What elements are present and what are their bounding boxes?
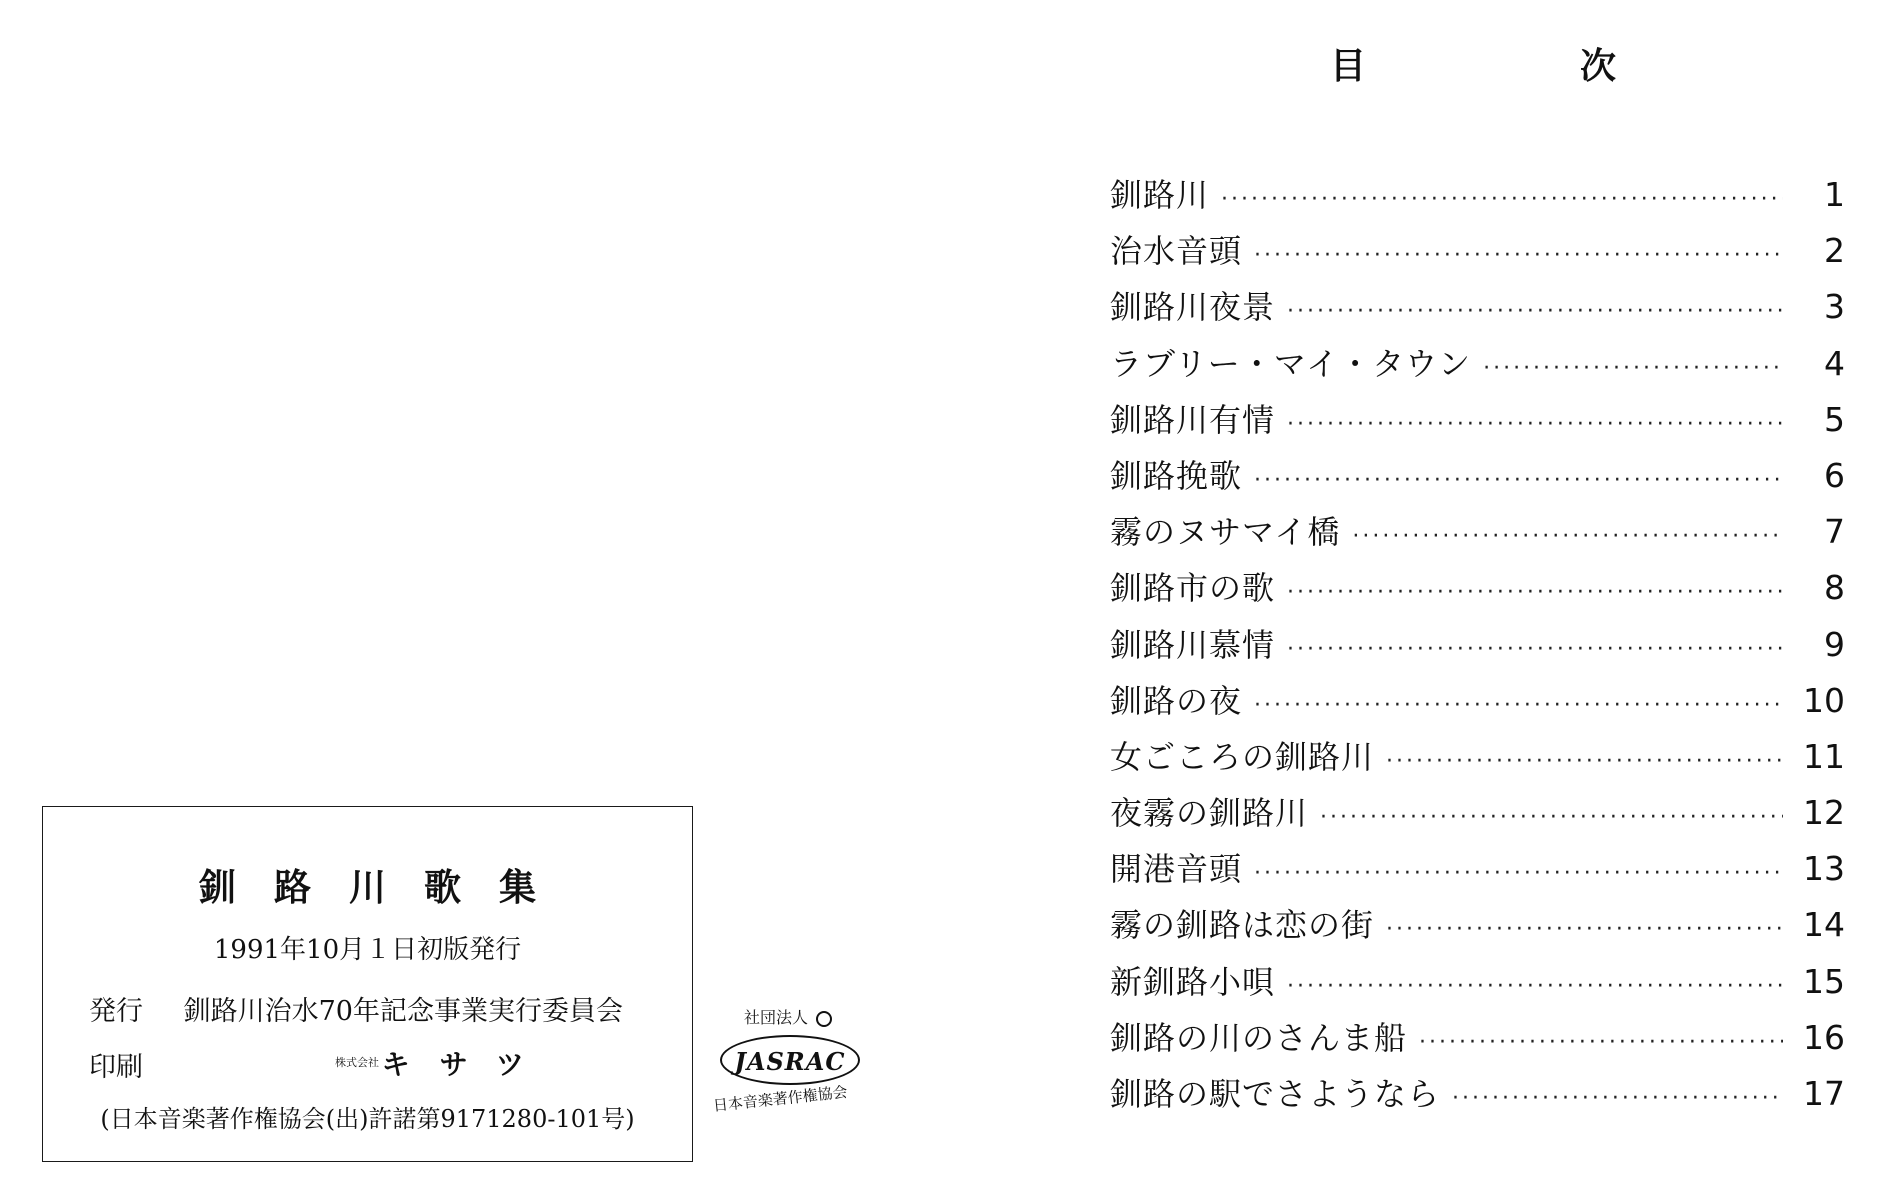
- publication-date: 1991年10月１日初版発行: [213, 935, 522, 965]
- toc-entry: [1110, 620, 1845, 676]
- toc-entry-title: 釧路の駅でさようなら: [1110, 1075, 1441, 1113]
- toc-entry: [1110, 900, 1845, 956]
- toc-leader-dots: [1320, 805, 1783, 830]
- colophon-title: 釧路川歌集: [199, 865, 574, 909]
- toc-entry-title: 霧のヌサマイ橋: [1110, 513, 1341, 552]
- printer-name: キサツ: [381, 1048, 554, 1081]
- toc-leader-dots: [1352, 524, 1783, 549]
- toc-entry: [1110, 170, 1845, 226]
- seal-logo-text: JASRAC: [734, 1047, 846, 1076]
- toc-leader-dots: [1452, 1086, 1783, 1111]
- seal-top-line: [744, 1005, 832, 1028]
- toc-entry-page: 8: [1824, 568, 1845, 608]
- toc-leader-dots: [1287, 580, 1783, 605]
- toc-entry-page: 5: [1824, 399, 1845, 439]
- toc-entry-title: 女ごころの釧路川: [1110, 737, 1375, 776]
- toc-entry-title: 釧路の川のさんま船: [1110, 1018, 1408, 1057]
- toc-entry-page: 1: [1824, 175, 1845, 214]
- publisher-label: 発行: [89, 996, 143, 1027]
- toc-entry: [1110, 788, 1845, 844]
- toc-list: [1110, 170, 1845, 1125]
- printer-info: [335, 1043, 554, 1083]
- toc-entry-title: 開港音頭: [1110, 850, 1243, 889]
- toc-entry: [1110, 1069, 1845, 1125]
- toc-entry: [1110, 844, 1845, 900]
- toc-entry: [1110, 1013, 1845, 1069]
- jasrac-seal: [708, 1005, 878, 1135]
- toc-entry: [1110, 957, 1845, 1013]
- toc-entry-title: 釧路川有情: [1110, 400, 1276, 439]
- seal-circle-icon: [816, 1011, 832, 1027]
- toc-entry-page: 2: [1824, 231, 1845, 271]
- toc-entry-title: ラブリー・マイ・タウン: [1110, 344, 1472, 383]
- toc-entry-page: 13: [1803, 849, 1845, 889]
- colophon-box: [42, 806, 693, 1162]
- toc-leader-dots: [1386, 917, 1783, 942]
- toc-leader-dots: [1483, 356, 1783, 381]
- toc-entry-page: 10: [1803, 680, 1845, 720]
- toc-entry-title: 釧路挽歌: [1110, 456, 1243, 495]
- toc-entry: [1110, 507, 1845, 563]
- toc-entry-title: 釧路の夜: [1110, 681, 1243, 720]
- toc-entry: [1110, 676, 1845, 732]
- toc-leader-dots: [1254, 693, 1783, 718]
- toc-leader-dots: [1419, 1030, 1783, 1055]
- toc-entry-title: 新釧路小唄: [1110, 962, 1276, 1001]
- toc-entry-title: 釧路川慕情: [1110, 625, 1276, 664]
- toc-leader-dots: [1287, 974, 1783, 999]
- toc-entry-page: 12: [1803, 793, 1845, 833]
- toc-entry: [1110, 395, 1845, 451]
- seal-top-text: 社団法人: [744, 1008, 809, 1027]
- toc-entry-title: 霧の釧路は恋の街: [1110, 906, 1375, 945]
- publisher-name: 釧路川治水70年記念事業実行委員会: [183, 996, 623, 1027]
- toc-entry-page: 7: [1824, 512, 1845, 552]
- toc-entry-title: 釧路川: [1110, 176, 1210, 214]
- toc-entry: [1110, 339, 1845, 395]
- toc-entry: [1110, 563, 1845, 619]
- toc-entry-page: 16: [1803, 1017, 1845, 1057]
- toc-entry: [1110, 732, 1845, 788]
- toc-entry-page: 14: [1803, 905, 1845, 945]
- toc-entry: [1110, 451, 1845, 507]
- toc-leader-dots: [1386, 749, 1783, 774]
- toc-entry: [1110, 282, 1845, 338]
- toc-entry-page: 15: [1803, 961, 1845, 1001]
- toc-entry-page: 17: [1803, 1074, 1845, 1113]
- toc-entry: [1110, 226, 1845, 282]
- toc-leader-dots: [1287, 299, 1783, 324]
- permit-notice: (日本音楽著作権協会(出)許諾第9171280-101号): [100, 1105, 635, 1133]
- printer-row: [89, 1045, 554, 1084]
- publisher-row: [89, 989, 623, 1028]
- toc-leader-dots: [1221, 187, 1783, 212]
- toc-leader-dots: [1254, 243, 1783, 268]
- toc-entry-page: 11: [1803, 736, 1845, 776]
- seal-bottom-text: 日本音楽著作権協会: [712, 1082, 849, 1115]
- toc-entry-title: 夜霧の釧路川: [1110, 794, 1309, 833]
- toc-entry-title: 釧路市の歌: [1110, 569, 1276, 608]
- toc-leader-dots: [1254, 468, 1783, 493]
- toc-leader-dots: [1254, 861, 1783, 886]
- toc-entry-title: 治水音頭: [1110, 232, 1243, 271]
- toc-entry-page: 4: [1824, 343, 1845, 383]
- printer-prefix: 株式会社: [335, 1056, 379, 1069]
- toc-entry-page: 9: [1824, 624, 1845, 664]
- toc-entry-title: 釧路川夜景: [1110, 288, 1276, 327]
- toc-heading-right: 次: [1580, 46, 1617, 87]
- toc-entry-page: 6: [1824, 455, 1845, 495]
- printer-label: 印刷: [89, 1052, 143, 1083]
- toc-entry-page: 3: [1824, 287, 1845, 327]
- seal-oval-logo: [720, 1035, 860, 1085]
- toc-leader-dots: [1287, 637, 1783, 662]
- toc-leader-dots: [1287, 412, 1783, 437]
- toc-heading-left: 目: [1330, 46, 1367, 87]
